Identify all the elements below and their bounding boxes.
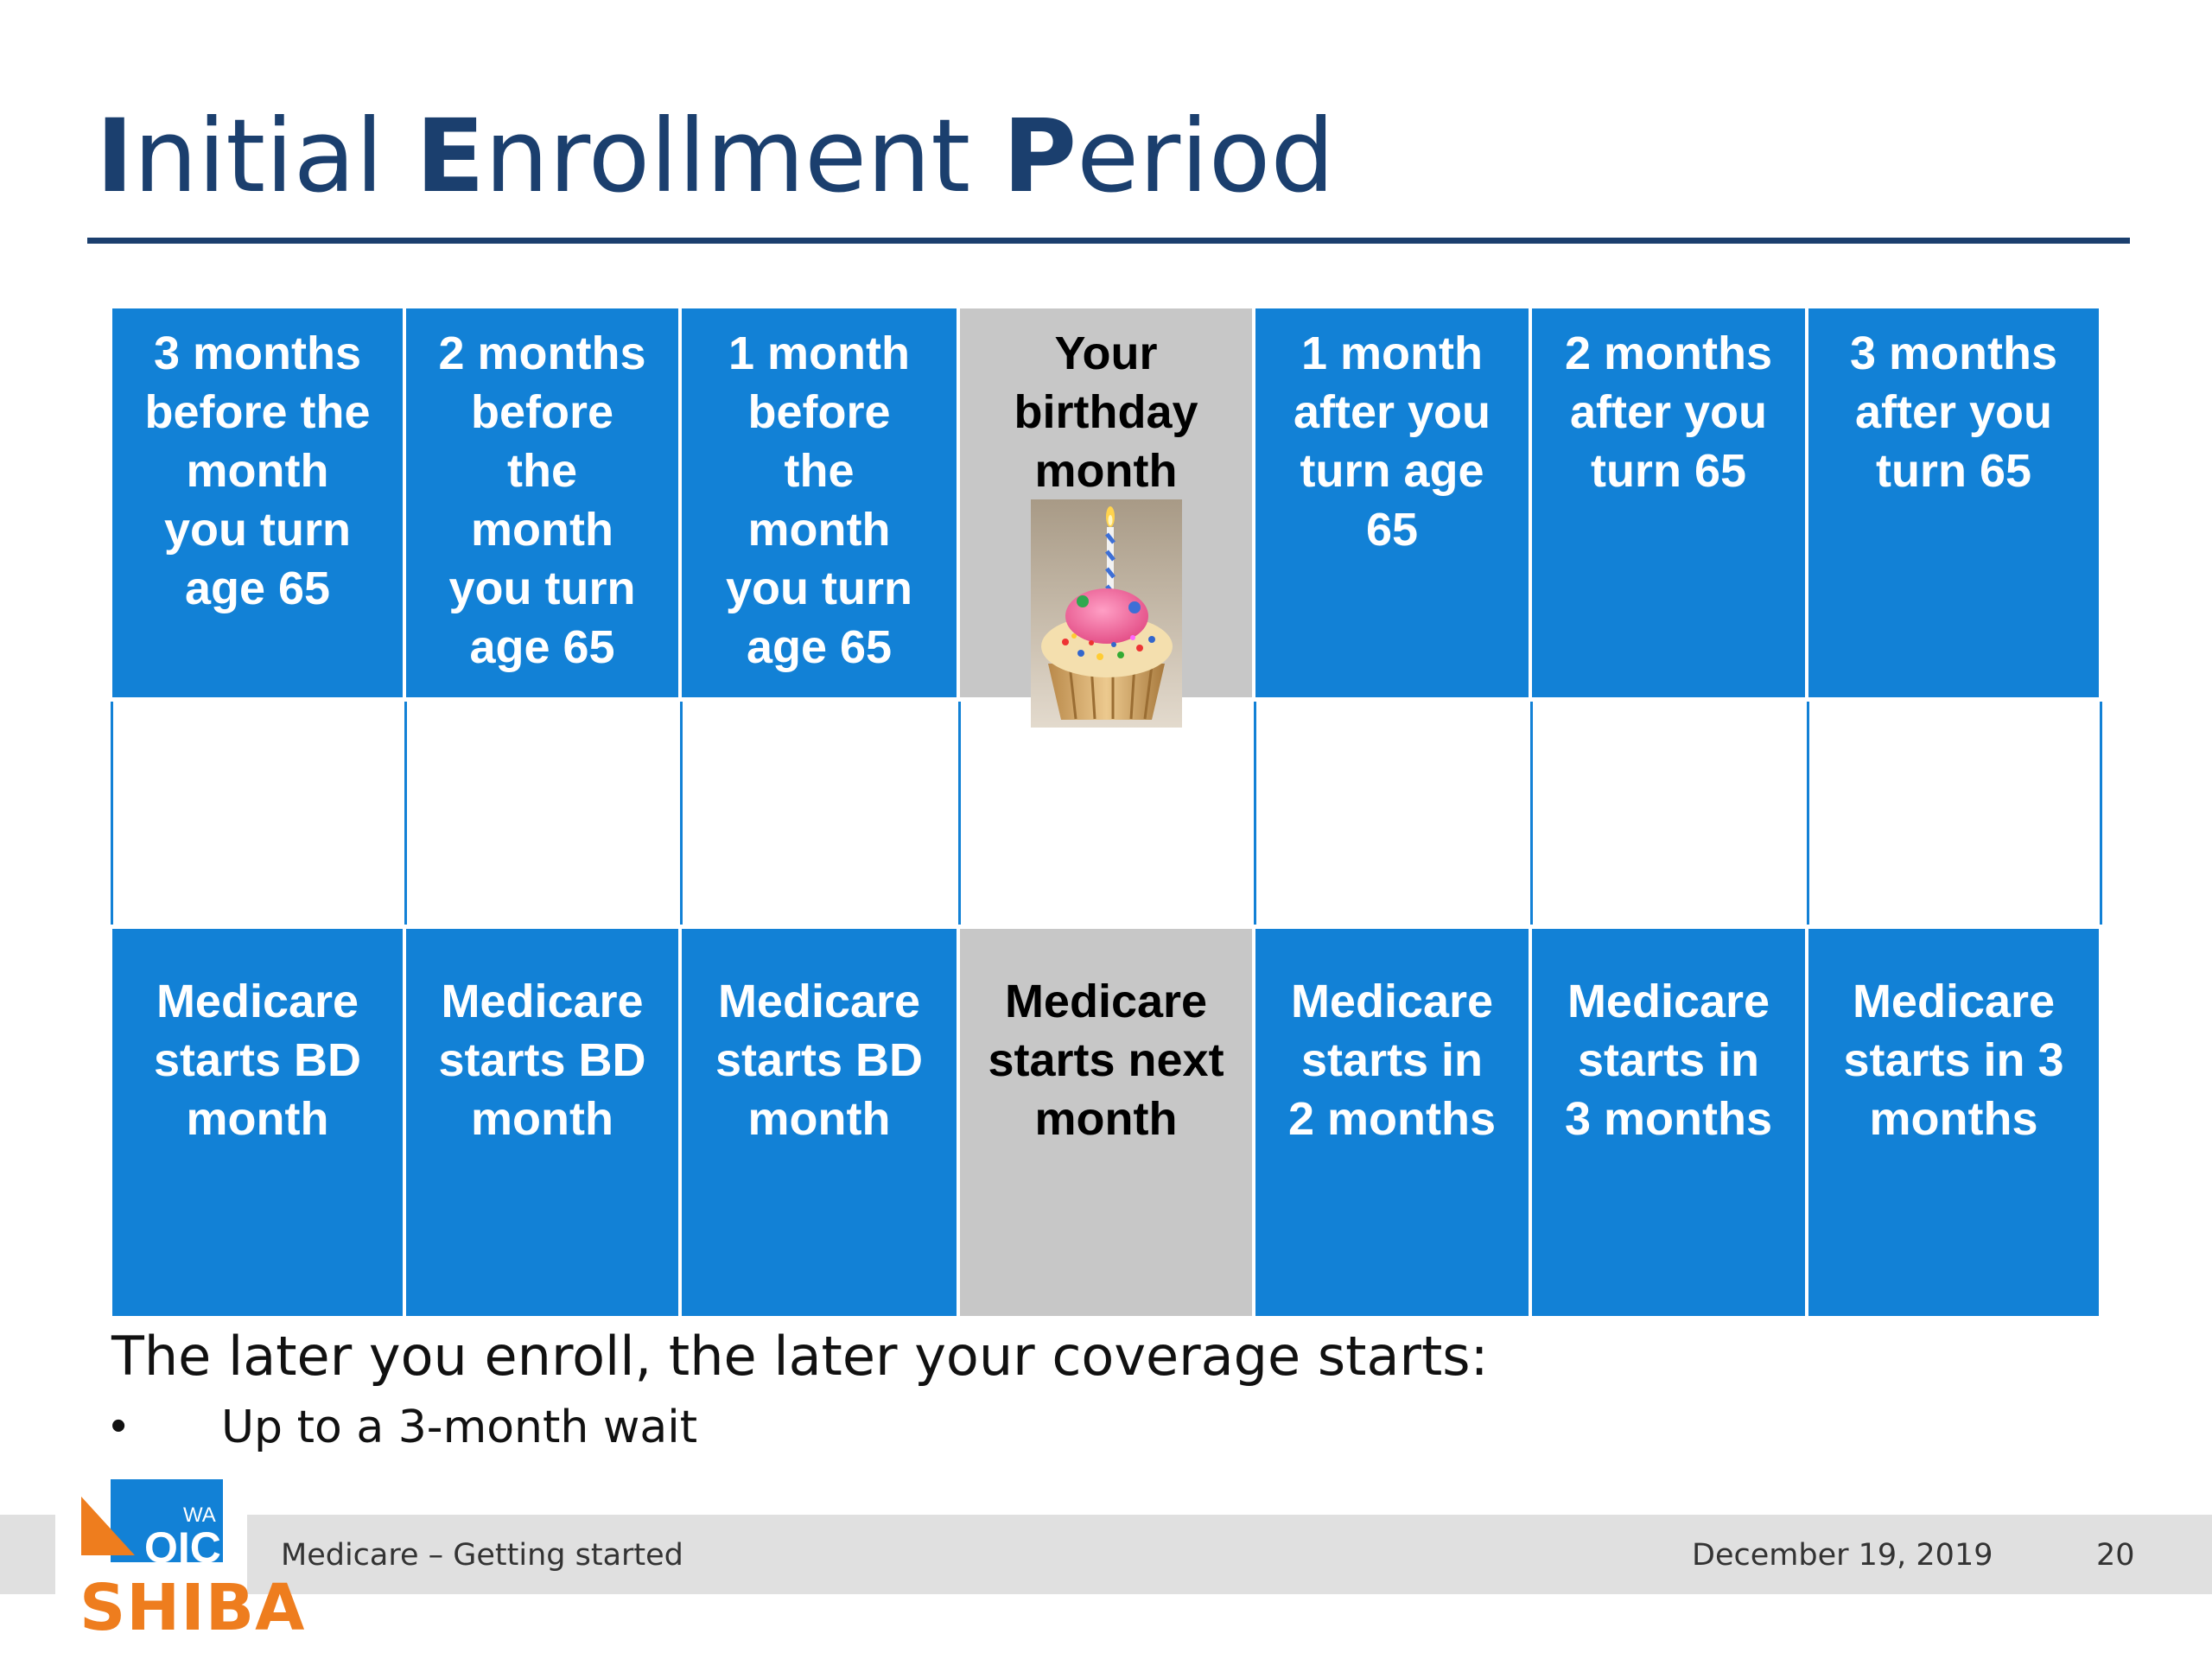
bullet-marker: • <box>111 1401 127 1451</box>
gap-cell <box>404 702 682 925</box>
logo-wa-text: WA <box>183 1503 216 1527</box>
bullet-item: Up to a 3-month wait <box>221 1402 698 1453</box>
month-cell-plus-2: 2 months after you turn 65 <box>1532 308 1805 697</box>
start-cell-plus-2: Medicare starts in 3 months <box>1532 929 1805 1316</box>
start-cell-minus-3: Medicare starts BD month <box>112 929 403 1316</box>
start-cell-plus-1: Medicare starts in 2 months <box>1255 929 1529 1316</box>
title-divider <box>87 238 2130 244</box>
logo-shiba-text: SHIBA <box>79 1571 306 1645</box>
gap-cell <box>111 702 406 925</box>
enrollment-note: The later you enroll, the later your coverage starts: <box>111 1325 1489 1388</box>
month-cell-minus-2: 2 months before the month you turn age 65 <box>406 308 678 697</box>
start-cell-plus-3: Medicare starts in 3 months <box>1808 929 2099 1316</box>
start-cell-minus-2: Medicare starts BD month <box>406 929 678 1316</box>
start-cell-birthday: Medicare starts next month <box>960 929 1252 1316</box>
gap-cell <box>680 702 960 925</box>
birthday-month-cell: Your birthday month <box>960 308 1252 697</box>
gap-cell <box>1254 702 1532 925</box>
month-cell-plus-3: 3 months after you turn 65 <box>1808 308 2099 697</box>
footer-date: December 19, 2019 <box>1692 1538 1993 1573</box>
footer-presentation-title: Medicare – Getting started <box>281 1538 683 1573</box>
logo-oic-text: OIC <box>144 1523 221 1572</box>
cupcake-image <box>1031 499 1182 728</box>
gap-cell <box>1807 702 2102 925</box>
month-cell-minus-3: 3 months before the month you turn age 65 <box>112 308 403 697</box>
month-cell-minus-1: 1 month before the month you turn age 65 <box>682 308 957 697</box>
footer-page-number: 20 <box>2096 1538 2135 1573</box>
slide-title: Initial Enrollment Period <box>96 97 1335 215</box>
month-cell-plus-1: 1 month after you turn age 65 <box>1255 308 1529 697</box>
start-cell-minus-1: Medicare starts BD month <box>682 929 957 1316</box>
gap-cell <box>1530 702 1808 925</box>
gap-cell <box>958 702 1255 925</box>
